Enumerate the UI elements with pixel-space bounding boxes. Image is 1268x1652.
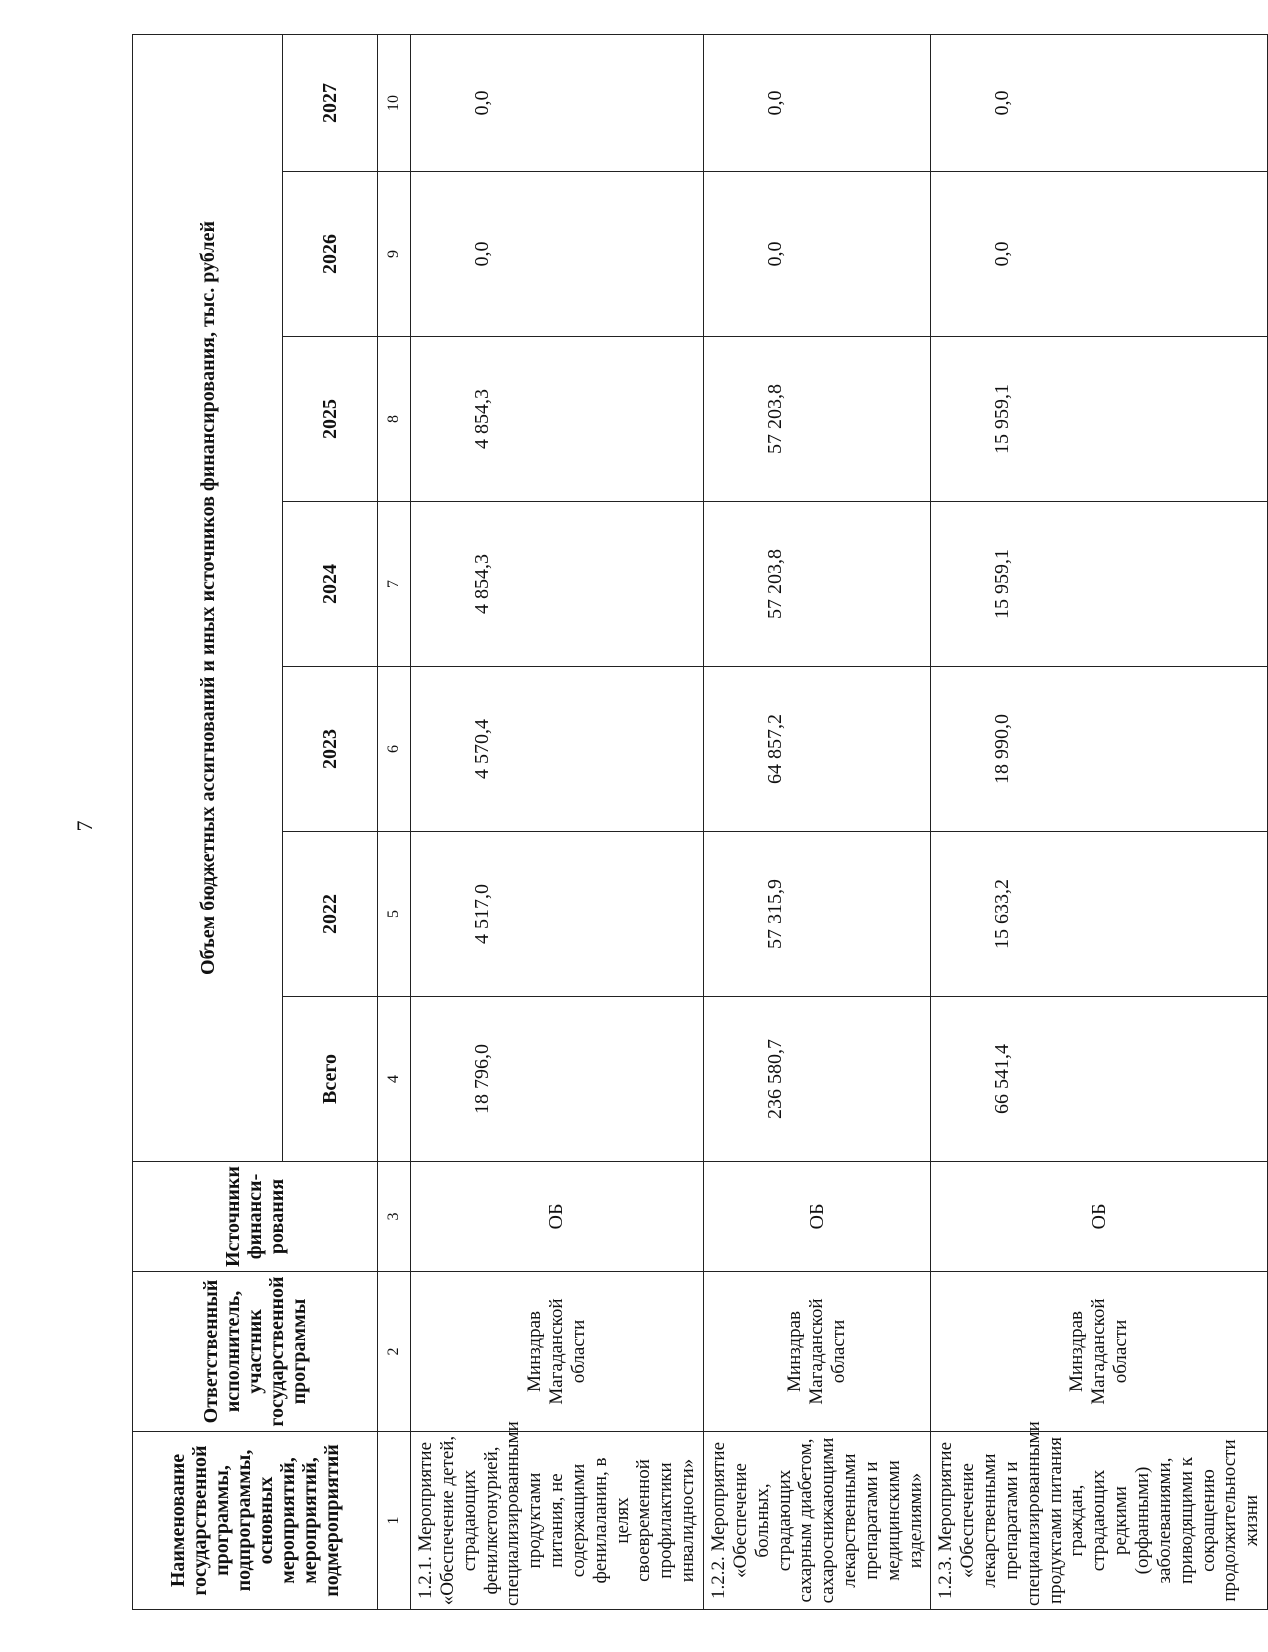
row-value-total: 18 796,0 (411, 997, 704, 1162)
row-value-2022: 57 315,9 (703, 832, 930, 997)
row-value-2025: 4 854,3 (411, 337, 704, 502)
header-2025: 2025 (283, 337, 378, 502)
row-value-2023: 4 570,4 (411, 667, 704, 832)
row-value-2023: 64 857,2 (703, 667, 930, 832)
row-value-2026: 0,0 (411, 172, 704, 337)
row-value-total: 66 541,4 (931, 997, 1268, 1162)
row-value-2027: 0,0 (703, 34, 930, 171)
table-row (931, 34, 1268, 1609)
row-value-2025: 15 959,1 (931, 337, 1268, 502)
row-value-2024: 4 854,3 (411, 502, 704, 667)
row-value-2024: 15 959,1 (931, 502, 1268, 667)
row-value-2026: 0,0 (703, 172, 930, 337)
column-index: 4 (378, 997, 411, 1162)
row-value-2025: 57 203,8 (703, 337, 930, 502)
header-source: Источники финанси-рования (133, 1162, 378, 1272)
row-name: 1.2.3. Мероприятие «Обеспечение лекарственными препаратами и специализированными продуктами питания граждан, страдающих редкими (орфанными) заболеваниями, приводящими к сокращению продолжительности жизни (931, 1432, 1268, 1610)
column-index: 10 (378, 34, 411, 171)
column-index: 8 (378, 337, 411, 502)
row-source: ОБ (703, 1162, 930, 1272)
row-executor: Минздрав Магаданской области (411, 1272, 704, 1432)
funding-table (132, 34, 1268, 1610)
header-funding-group: Объем бюджетных ассигнований и иных источников финансирования, тыс. рублей (133, 34, 283, 1161)
row-value-2022: 4 517,0 (411, 832, 704, 997)
row-value-2027: 0,0 (411, 34, 704, 171)
table-row (411, 34, 704, 1609)
page-number: 7 (72, 820, 97, 832)
column-index-row (378, 34, 411, 1609)
header-2024: 2024 (283, 502, 378, 667)
column-index: 5 (378, 832, 411, 997)
rotated-table-wrapper (132, 35, 1263, 1610)
row-executor: Минздрав Магаданской области (703, 1272, 930, 1432)
header-total: Всего (283, 997, 378, 1162)
column-index: 6 (378, 667, 411, 832)
column-index: 1 (378, 1432, 411, 1610)
column-index: 3 (378, 1162, 411, 1272)
row-value-2026: 0,0 (931, 172, 1268, 337)
row-source: ОБ (931, 1162, 1268, 1272)
header-2026: 2026 (283, 172, 378, 337)
column-index: 2 (378, 1272, 411, 1432)
header-2027: 2027 (283, 34, 378, 171)
table-row (703, 34, 930, 1609)
row-value-2027: 0,0 (931, 34, 1268, 171)
header-2022: 2022 (283, 832, 378, 997)
row-source: ОБ (411, 1162, 704, 1272)
row-value-2023: 18 990,0 (931, 667, 1268, 832)
header-executor: Ответственный исполнитель, участник государственной программы (133, 1272, 378, 1432)
row-value-2024: 57 203,8 (703, 502, 930, 667)
row-value-2022: 15 633,2 (931, 832, 1268, 997)
column-index: 9 (378, 172, 411, 337)
header-name: Наименование государственной программы, подпрограммы, основных мероприятий, мероприятий, подмероприятий (133, 1432, 378, 1610)
column-index: 7 (378, 502, 411, 667)
row-name: 1.2.1. Мероприятие «Обеспечение детей, страдающих фенилкетонурией, специализированными продуктами питания, не содержащими фенилаланин, в целях своевременной профилактики инвалидности» (411, 1432, 704, 1610)
row-name: 1.2.2. Мероприятие «Обеспечение больных, страдающих сахарным диабетом, сахароснижающими лекарственными препаратами и медицинскими изделиями» (703, 1432, 930, 1610)
row-executor: Минздрав Магаданской области (931, 1272, 1268, 1432)
header-2023: 2023 (283, 667, 378, 832)
row-value-total: 236 580,7 (703, 997, 930, 1162)
